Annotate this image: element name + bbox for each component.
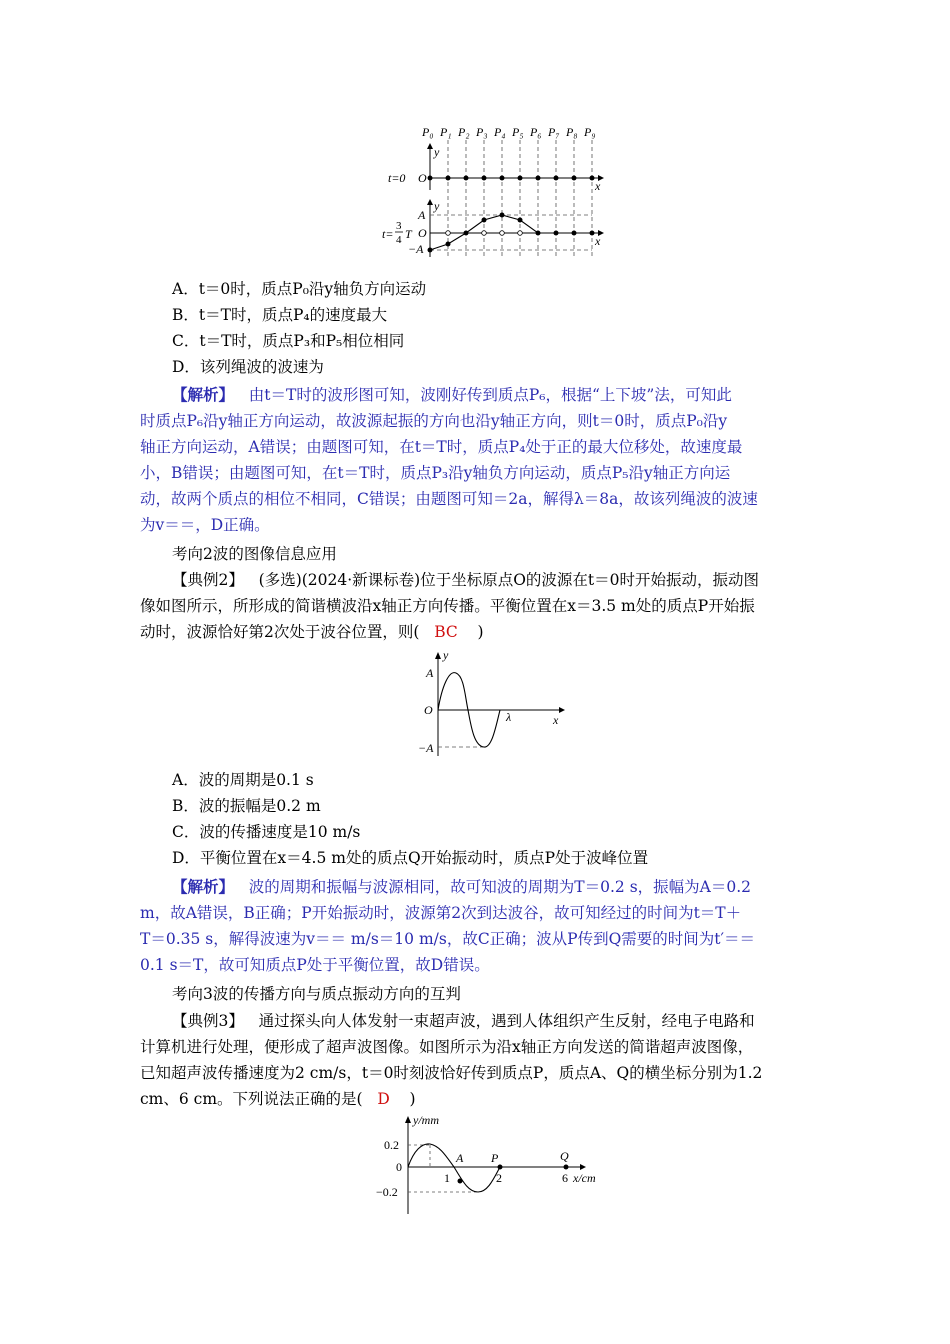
x-tick-label: 2 [496,1171,502,1185]
y-tick-label: 0.2 [384,1138,399,1152]
origin-label: O [418,171,427,185]
amplitude-label: A [418,208,426,222]
analysis-text: 波的周期和振幅与波源相同，故可知波的周期为T＝0.2 s，振幅为A＝0.2 [248,878,752,896]
q2-analysis-line: T＝0.35 s，解得波速为v＝＝ m/s＝10 m/s，故C正确；波从P传到Q需要的时间为t′＝＝ [140,930,756,948]
close-paren: ) [409,1090,416,1108]
q2-option-a: A．波的周期是0.1 s [172,771,314,789]
stem-text: cm、6 cm。下列说法正确的是( [140,1090,363,1108]
y-axis-label: y [434,145,440,159]
point-label: P₈ [566,125,578,139]
stem-text: 动时，波源恰好第2次处于波谷位置，则( [140,623,420,641]
q2-option-b: B．波的振幅是0.2 m [172,797,321,815]
q3-stem-line [172,1008,852,1034]
y-tick-label: 0 [396,1160,402,1174]
rope-wave-figure [380,122,620,272]
x-tick-label: 6 [562,1171,568,1185]
point-label: P₀ [422,125,434,139]
ultrasound-wave-graph [370,1110,610,1218]
x-axis-label: x [553,713,559,727]
close-paren: ) [477,623,484,641]
analysis-tag: 【解析】 [172,385,235,404]
q1-analysis-line: 动，故两个质点的相位不相同，C错误；由题图可知＝2a，解得λ＝8a，故该列绳波的波速 [140,490,758,508]
q3-stem-line [140,1086,820,1112]
q2-analysis-line: 0.1 s＝T，故可知质点P处于平衡位置，故D错误。 [140,956,490,974]
point-label: P₆ [530,125,542,139]
neg-amplitude-label: −A [408,242,424,256]
point-label: P₁ [440,125,452,139]
analysis-text: 由t＝T时的波形图可知，波刚好传到质点P₆，根据“上下坡”法，可知此 [248,386,732,404]
analysis-tag: 【解析】 [172,877,235,896]
q2-stem-line [140,619,820,645]
q1-analysis-line: 时质点P₆沿y轴正方向运动，故波源起振的方向也沿y轴正方向，则t＝0时，质点P₀沿y [140,412,728,430]
x-axis-label: x [595,234,601,248]
y-axis-label: y/mm [413,1113,439,1127]
stem-text: 通过探头向人体发射一束超声波，遇到人体组织产生反射，经电子电路和 [258,1012,755,1030]
q1-analysis-line [172,382,852,408]
q2-option-c: C．波的传播速度是10 m/s [172,823,361,841]
q1-option-c: C．t＝T时，质点P₃和P₅相位相同 [172,332,405,350]
point-p-label: P [491,1151,499,1165]
point-label: P₅ [512,125,524,139]
stem-text: (多选)(2024·新课标卷)位于坐标原点O的波源在t＝0时开始振动，振动图 [258,571,760,589]
point-label: P₄ [494,125,506,139]
origin-label: O [424,703,433,717]
x-axis-label: x/cm [573,1171,596,1185]
example-tag: 【典例2】 [172,571,244,589]
q2-analysis-line [172,874,852,900]
q1-option-a: A．t＝0时，质点P₀沿y轴负方向运动 [172,280,427,298]
vibration-graph [414,646,574,762]
x-tick-label: 1 [444,1171,450,1185]
section-title: 考向3波的传播方向与质点振动方向的互判 [172,985,461,1003]
answer: BC [434,623,458,641]
q2-option-d: D．平衡位置在x＝4.5 m处的质点Q开始振动时，质点P处于波峰位置 [172,849,649,867]
point-label: P₂ [458,125,470,139]
point-a-label: A [456,1151,464,1165]
q2-analysis-line: m，故A错误，B正确；P开始振动时，波源第2次到达波谷，故可知经过的时间为t＝T＋ [140,904,742,922]
fraction-numerator: 3 [396,220,402,232]
point-label: P₉ [584,125,596,139]
q1-option-d: D．该列绳波的波速为 [172,358,324,376]
x-axis-label: x [595,179,601,193]
q3-stem-line: 已知超声波传播速度为2 cm/s，t＝0时刻波恰好传到质点P，质点A、Q的横坐标分别为1.2 [140,1064,763,1082]
fraction-denominator: 4 [396,234,402,246]
q1-analysis-line: 小，B错误；由题图可知，在t＝T时，质点P₃沿y轴负方向运动，质点P₅沿y轴正方向运 [140,464,731,482]
section-title: 考向2波的图像信息应用 [172,545,337,563]
row2-time-label: t= [382,227,394,241]
neg-amplitude-label: −A [418,741,434,755]
q2-stem-line [172,567,852,593]
answer: D [377,1090,390,1108]
y-tick-label: −0.2 [376,1185,398,1199]
q1-analysis-line: 轴正方向运动，A错误；由题图可知，在t＝T时，质点P₄处于正的最大位移处，故速度最 [140,438,743,456]
amplitude-label: A [426,666,434,680]
wavelength-label: λ [506,710,512,724]
y-axis-label: y [443,648,449,662]
row1-time-label: t=0 [388,171,406,185]
q3-stem-line: 计算机进行处理，便形成了超声波图像。如图所示为沿x轴正方向发送的简谐超声波图像， [140,1038,754,1056]
origin-label: O [418,226,427,240]
point-q-label: Q [560,1149,569,1163]
q2-stem-line: 像如图所示，所形成的简谐横波沿x轴正方向传播。平衡位置在x＝3.5 m处的质点P开始振 [140,597,755,615]
point-label: P₃ [476,125,488,139]
y-axis-label: y [434,199,440,213]
period-label: T [405,227,412,241]
q1-option-b: B．t＝T时，质点P₄的速度最大 [172,306,388,324]
q1-analysis-line: 为v＝＝，D正确。 [140,516,270,534]
example-tag: 【典例3】 [172,1012,244,1030]
point-label: P₇ [548,125,560,139]
